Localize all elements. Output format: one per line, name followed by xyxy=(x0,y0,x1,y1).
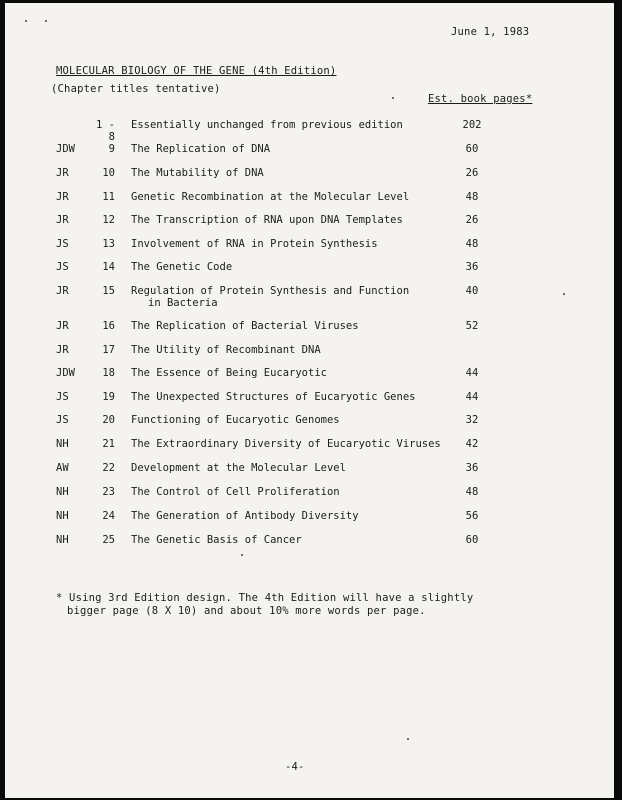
chapter-number: 21 xyxy=(102,438,115,450)
chapter-author-initials: JDW xyxy=(56,143,75,155)
chapter-title: The Essence of Being Eucaryotic xyxy=(131,367,327,379)
paper-speck xyxy=(407,738,409,740)
chapter-row xyxy=(5,462,614,480)
chapter-number: 1 - 8 xyxy=(96,119,115,143)
chapter-number: 20 xyxy=(102,414,115,426)
chapter-est-pages: 32 xyxy=(465,414,479,426)
chapter-row xyxy=(5,414,614,432)
page-number: -4- xyxy=(285,761,305,773)
chapter-author-initials: JS xyxy=(56,238,69,250)
chapter-row xyxy=(5,167,614,185)
chapter-row xyxy=(5,191,614,209)
chapter-est-pages: 26 xyxy=(465,214,479,226)
chapter-row xyxy=(5,486,614,504)
chapter-est-pages: 48 xyxy=(465,191,479,203)
chapter-row xyxy=(5,238,614,256)
chapter-author-initials: NH xyxy=(56,438,69,450)
document-subtitle: (Chapter titles tentative) xyxy=(51,83,221,95)
chapter-author-initials: JR xyxy=(56,191,69,203)
chapter-row xyxy=(5,119,614,143)
chapter-est-pages: 44 xyxy=(465,391,479,403)
chapter-number: 25 xyxy=(102,534,115,546)
footnote-line-1: * Using 3rd Edition design. The 4th Edition will have a slightly xyxy=(56,592,474,604)
chapter-author-initials: JS xyxy=(56,391,69,403)
chapter-author-initials: NH xyxy=(56,486,69,498)
pages-column-header: Est. book pages* xyxy=(428,93,533,105)
chapter-title: The Transcription of RNA upon DNA Templates xyxy=(131,214,403,226)
chapter-est-pages: 60 xyxy=(465,534,479,546)
chapter-est-pages: 52 xyxy=(465,320,479,332)
chapter-number: 14 xyxy=(102,261,115,273)
chapter-row xyxy=(5,285,614,309)
chapter-author-initials: JR xyxy=(56,320,69,332)
chapter-author-initials: AW xyxy=(56,462,69,474)
chapter-title: The Genetic Basis of Cancer xyxy=(131,534,302,546)
paper-speck xyxy=(392,97,394,99)
chapter-number: 17 xyxy=(102,344,115,356)
chapter-number: 11 xyxy=(102,191,115,203)
chapter-author-initials: JR xyxy=(56,214,69,226)
chapter-title: The Genetic Code xyxy=(131,261,233,273)
chapter-number: 16 xyxy=(102,320,115,332)
chapter-number: 12 xyxy=(102,214,115,226)
chapter-title: The Replication of Bacterial Viruses xyxy=(131,320,359,332)
chapter-est-pages: 36 xyxy=(465,462,479,474)
chapter-row xyxy=(5,320,614,338)
chapter-est-pages: 48 xyxy=(465,486,479,498)
chapter-author-initials: JR xyxy=(56,285,69,297)
chapter-est-pages: 26 xyxy=(465,167,479,179)
paper-speck xyxy=(563,293,565,295)
chapter-title: The Utility of Recombinant DNA xyxy=(131,344,321,356)
chapter-title: The Replication of DNA xyxy=(131,143,271,155)
chapter-number: 19 xyxy=(102,391,115,403)
chapter-author-initials: JDW xyxy=(56,367,75,379)
chapter-title: Involvement of RNA in Protein Synthesis xyxy=(131,238,378,250)
chapter-author-initials: NH xyxy=(56,510,69,522)
chapter-est-pages: 48 xyxy=(465,238,479,250)
chapter-title: The Unexpected Structures of Eucaryotic Genes xyxy=(131,391,416,403)
chapter-number: 10 xyxy=(102,167,115,179)
chapter-author-initials: JR xyxy=(56,167,69,179)
paper-speck xyxy=(241,554,243,556)
chapter-title: The Control of Cell Proliferation xyxy=(131,486,340,498)
chapter-row xyxy=(5,214,614,232)
chapter-number: 15 xyxy=(102,285,115,297)
chapter-author-initials: JR xyxy=(56,344,69,356)
chapter-row xyxy=(5,391,614,409)
document-page xyxy=(5,3,614,798)
chapter-row xyxy=(5,438,614,456)
chapter-number: 22 xyxy=(102,462,115,474)
chapter-est-pages: 42 xyxy=(465,438,479,450)
paper-speck xyxy=(25,20,27,22)
paper-speck xyxy=(45,20,47,22)
chapter-title: The Mutability of DNA xyxy=(131,167,264,179)
chapter-row xyxy=(5,534,614,552)
chapter-row xyxy=(5,367,614,385)
chapter-title: Regulation of Protein Synthesis and Function xyxy=(131,285,410,297)
chapter-number: 9 xyxy=(108,143,115,155)
chapter-est-pages: 36 xyxy=(465,261,479,273)
chapter-title: Genetic Recombination at the Molecular Level xyxy=(131,191,410,203)
chapter-est-pages: 202 xyxy=(462,119,482,131)
chapter-author-initials: JS xyxy=(56,261,69,273)
chapter-est-pages: 56 xyxy=(465,510,479,522)
chapter-title: Functioning of Eucaryotic Genomes xyxy=(131,414,340,426)
document-title: MOLECULAR BIOLOGY OF THE GENE (4th Edition) xyxy=(56,65,337,77)
document-date: June 1, 1983 xyxy=(451,26,530,38)
footnote-line-2: bigger page (8 X 10) and about 10% more words per page. xyxy=(67,605,426,617)
chapter-title: Essentially unchanged from previous edition xyxy=(131,119,403,131)
chapter-author-initials: JS xyxy=(56,414,69,426)
chapter-title: Development at the Molecular Level xyxy=(131,462,346,474)
chapter-row xyxy=(5,344,614,362)
chapter-number: 18 xyxy=(102,367,115,379)
chapter-number: 24 xyxy=(102,510,115,522)
chapter-author-initials: NH xyxy=(56,534,69,546)
chapter-row xyxy=(5,143,614,161)
chapter-number: 13 xyxy=(102,238,115,250)
chapter-title: The Extraordinary Diversity of Eucaryotic Viruses xyxy=(131,438,441,450)
chapter-number: 23 xyxy=(102,486,115,498)
chapter-row xyxy=(5,510,614,528)
chapter-est-pages: 40 xyxy=(465,285,479,297)
chapter-est-pages: 44 xyxy=(465,367,479,379)
chapter-title: The Generation of Antibody Diversity xyxy=(131,510,359,522)
chapter-est-pages: 60 xyxy=(465,143,479,155)
chapter-title-line-2: in Bacteria xyxy=(148,297,218,309)
chapter-row xyxy=(5,261,614,279)
